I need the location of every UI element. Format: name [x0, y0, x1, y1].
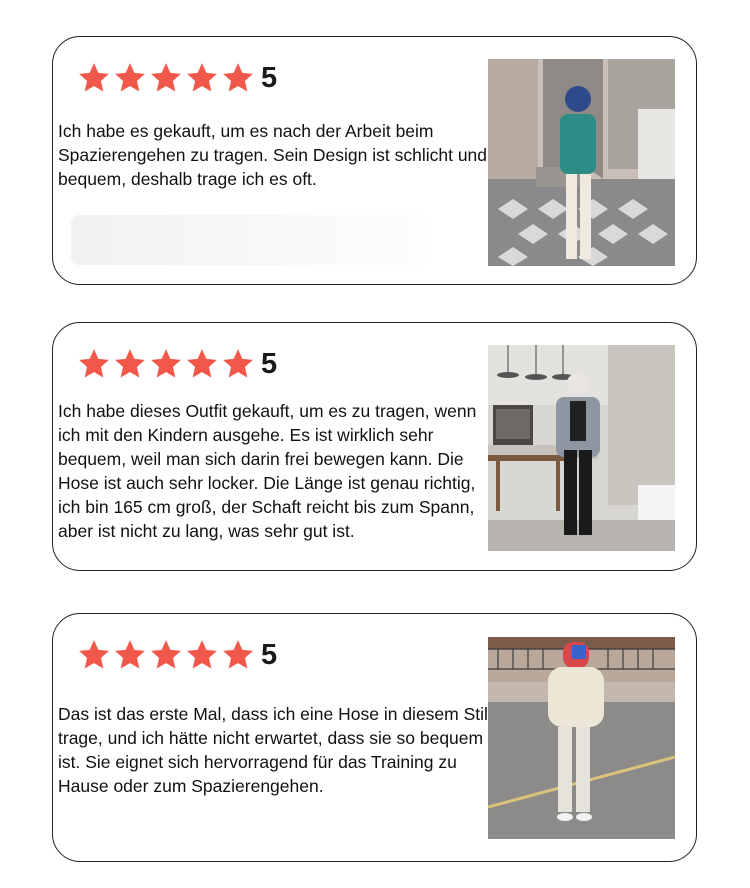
star-icon [77, 61, 111, 95]
stars [77, 61, 255, 95]
rating-score: 5 [261, 62, 278, 94]
star-icon [113, 61, 147, 95]
star-icon [113, 638, 147, 672]
stars [77, 347, 255, 381]
star-icon [221, 61, 255, 95]
review-card [52, 322, 697, 571]
star-icon [77, 638, 111, 672]
rating-score: 5 [261, 639, 278, 671]
star-icon [149, 61, 183, 95]
review-text: Ich habe dieses Outfit gekauft, um es zu tragen, wenn ich mit den Kindern ausgehe. Es ist wirklich sehr bequem, weil man sich darin frei bewegen kann. Die Hose ist auch sehr locker. Die Länge ist genau richtig, ich bin 165 cm groß, der Schaft reicht bis zum Spann, aber ist nicht zu lang, was sehr gut ist. [58, 401, 477, 541]
star-icon [149, 347, 183, 381]
star-icon [77, 347, 111, 381]
review-card [52, 613, 697, 862]
review-photo[interactable] [488, 345, 675, 551]
star-icon [221, 347, 255, 381]
rating-score: 5 [261, 348, 278, 380]
star-icon [221, 638, 255, 672]
review-photo[interactable] [488, 637, 675, 839]
star-rating [77, 61, 277, 95]
star-icon [149, 638, 183, 672]
review-text: Das ist das erste Mal, dass ich eine Hose in diesem Stil trage, und ich hätte nicht erwartet, dass sie so bequem ist. Sie eignet sich hervorragend für das Training zu Hause oder zum Spazierengehen. [58, 704, 488, 796]
review-photo[interactable] [488, 59, 675, 266]
stars [77, 638, 255, 672]
star-rating [77, 347, 277, 381]
blurred-area [71, 215, 431, 265]
star-icon [185, 638, 219, 672]
review-text: Ich habe es gekauft, um es nach der Arbeit beim Spazierengehen zu tragen. Sein Design ist schlicht und bequem, deshalb trage ich es oft. [58, 121, 488, 189]
star-icon [185, 347, 219, 381]
star-rating [77, 638, 277, 672]
star-icon [113, 347, 147, 381]
review-card [52, 36, 697, 285]
star-icon [185, 61, 219, 95]
